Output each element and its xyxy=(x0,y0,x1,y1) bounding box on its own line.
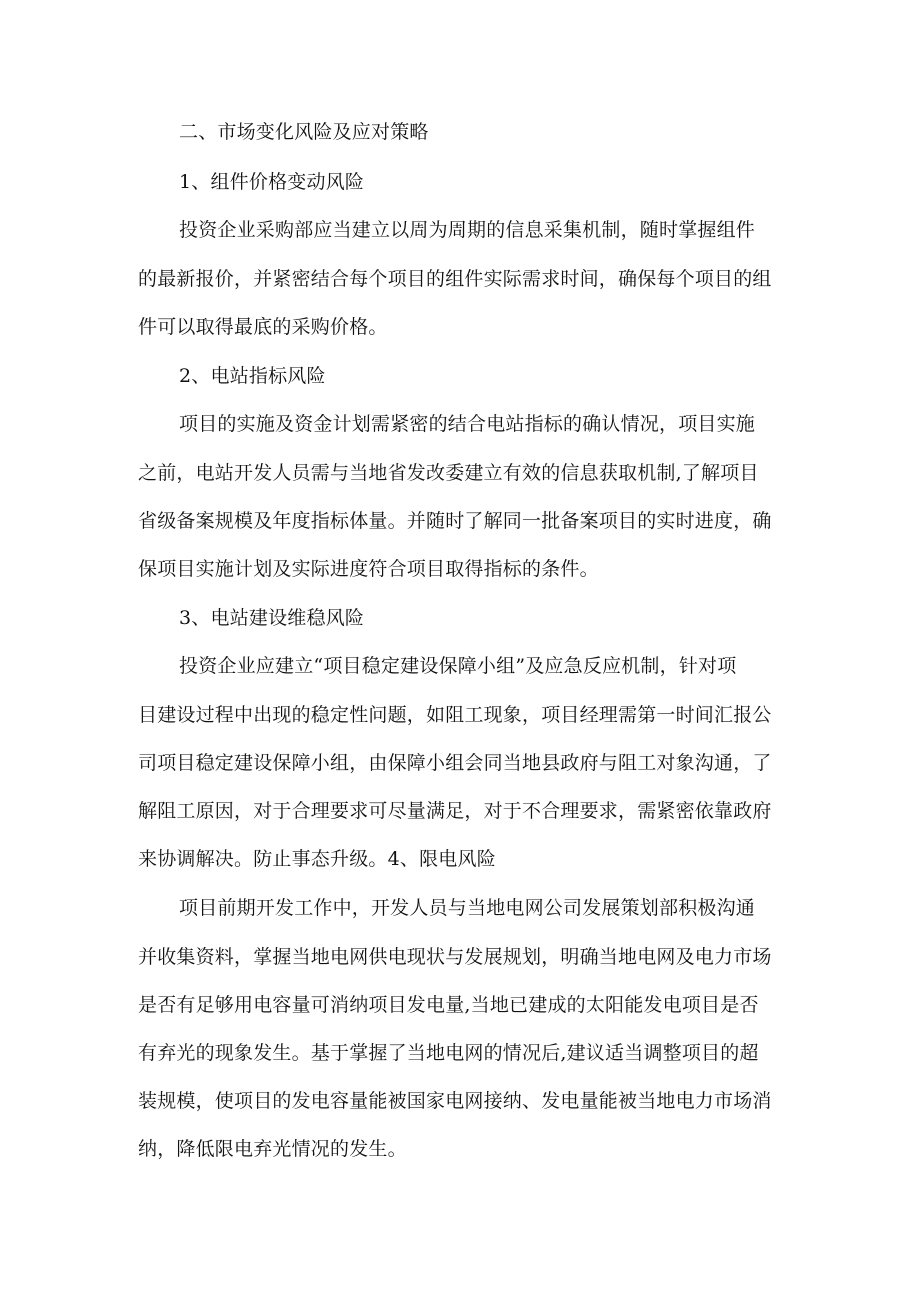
item4-line-5: 装规模，使项目的发电容量能被国家电网接纳、发电量能被当地电力市场消 xyxy=(138,1090,772,1112)
item1-heading: 1、组件价格变动风险 xyxy=(179,171,365,193)
item2-heading: 2、电站指标风险 xyxy=(179,365,326,387)
item4-line-6: 纳，降低限电弃光情况的发生。 xyxy=(138,1138,407,1160)
item2-line-2: 之前，电站开发人员需与当地省发改委建立有效的信息获取机制,了解项目 xyxy=(138,462,759,484)
item2-line-1: 项目的实施及资金计划需紧密的结合电站指标的确认情况，项目实施 xyxy=(179,413,756,435)
item3-line-4: 解阻工原因，对于合理要求可尽量满足，对于不合理要求，需紧密依靠政府 xyxy=(138,800,772,822)
section-heading: 二、市场变化风险及应对策略 xyxy=(179,121,429,143)
item3-line-1: 投资企业应建立“项目稳定建设保障小组”及应急反应机制，针对项 xyxy=(179,655,737,677)
item1-line-2: 的最新报价，并紧密结合每个项目的组件实际需求时间，确保每个项目的组 xyxy=(138,268,772,290)
item4-line-1: 项目前期开发工作中，开发人员与当地电网公司发展策划部积极沟通 xyxy=(179,897,756,919)
item1-line-1: 投资企业采购部应当建立以周为周期的信息采集机制，随时掌握组件 xyxy=(179,219,756,241)
item4-line-4: 有弃光的现象发生。基于掌握了当地电网的情况后,建议适当调整项目的超 xyxy=(138,1042,759,1064)
item3-heading: 3、电站建设维稳风险 xyxy=(179,607,365,629)
item2-line-4: 保项目实施计划及实际进度符合项目取得指标的条件。 xyxy=(138,558,599,580)
item3-line-2: 目建设过程中出现的稳定性问题，如阻工现象，项目经理需第一时间汇报公 xyxy=(138,704,772,726)
item2-line-3: 省级备案规模及年度指标体量。并随时了解同一批备案项目的实时进度，确 xyxy=(138,510,772,532)
item3-line-3: 司项目稳定建设保障小组，由保障小组会同当地县政府与阻工对象沟通，了 xyxy=(138,752,772,774)
item1-line-3: 件可以取得最底的采购价格。 xyxy=(138,316,388,338)
item4-line-3: 是否有足够用电容量可消纳项目发电量,当地已建成的太阳能发电项目是否 xyxy=(138,994,759,1016)
item3-line-5: 来协调解决。防止事态升级。4、限电风险 xyxy=(138,848,496,870)
item4-line-2: 并收集资料，掌握当地电网供电现状与发展规划，明确当地电网及电力市场 xyxy=(138,946,772,968)
